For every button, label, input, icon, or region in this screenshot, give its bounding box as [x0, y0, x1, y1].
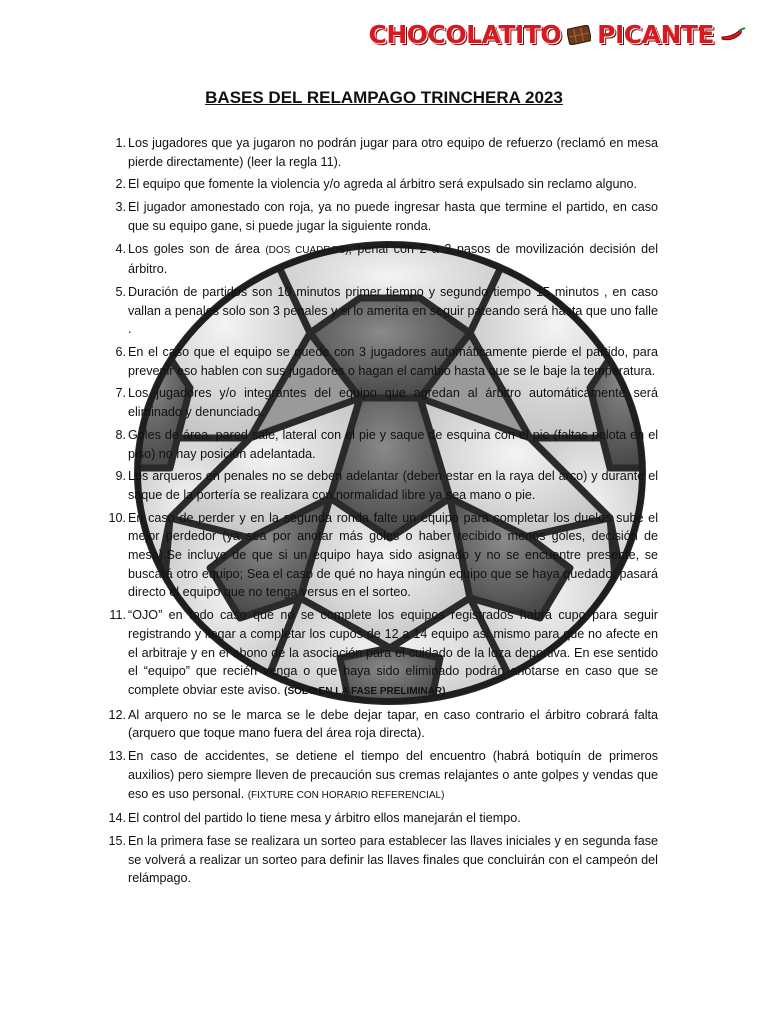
rule-item	[115, 384, 658, 421]
rule-text: Los jugadores que ya jugaron no podrán jugar para otro equipo de refuerzo (reclamó en mesa pierde directamente) (leer la regla 11).	[128, 136, 658, 169]
rule-number: 3.	[115, 200, 126, 215]
rule-text: El jugador amonestado con roja, ya no puede ingresar hasta que termine el partido, en caso que su equipo gane, si puede jugar la siguiente ronda.	[128, 200, 658, 233]
rule-item	[115, 175, 658, 194]
brand-header	[369, 20, 747, 49]
rule-item	[109, 606, 658, 702]
chocolate-bar-icon	[567, 25, 591, 45]
rule-item	[115, 343, 658, 380]
rule-number: 1.	[115, 136, 126, 150]
rule-note: (DOS CUADROS)	[265, 244, 349, 256]
rule-bold-note: (SOLO EN LA FASE PRELIMINAR)	[284, 685, 446, 697]
rule-text: Los jugadores y/o integrantes del equipo que agredan al árbitro automáticamente será eliminado y denunciado.	[128, 386, 658, 420]
rule-number: 14.	[108, 811, 126, 826]
document-title: BASES DEL RELAMPAGO TRINCHERA 2023	[205, 88, 563, 107]
rule-text: Goles de área, pared sale, lateral con el pie y saque de esquina con el pie (faltas pelota en el piso) no hay posición adelantada.	[128, 427, 658, 461]
rule-text	[128, 240, 658, 279]
rule-text: En caso de perder y en la segunda ronda falte un equipo para completar los duelos sube el mejor perdedor (ya sea por anotar más goles o haber recibido menos goles, decisión de mesa).Se incluye de que si un equipo haya sido asignado y no se encuentre presente, se buscará otro equipo; Sea el caso de qué no haya ningún equipo que se haya quedado, pasará directo el equipo que no tenga versus en el sorteo.	[128, 510, 658, 600]
rule-text: En la primera fase se realizara un sorteo para establecer las llaves iniciales y en segunda fase se volverá a realizar un sorteo para definir las llaves finales que concluirán con el campeón del relámpago.	[128, 833, 658, 886]
rule-text-part: Los goles son de área	[128, 241, 266, 256]
rule-number: 8.	[115, 427, 126, 442]
rule-number: 9.	[115, 469, 126, 484]
rule-text: Los arqueros en penales no se deben adelantar (deben estar en la raya del arco) y durante el saque de la portería se realizara con normalidad libre ya sea mano o pie.	[128, 469, 658, 502]
chili-pepper-icon	[720, 27, 746, 43]
rule-number: 4.	[115, 241, 126, 256]
rule-text	[128, 747, 658, 805]
rule-text: Duración de partidos son 10 minutos primer tiempo y segundo tiempo 15 minutos , en caso vallan a penales solo son 3 penales y si lo amerita en seguir pateando será hasta que uno falle .	[128, 284, 658, 337]
rule-item	[115, 134, 658, 171]
rule-number: 15.	[108, 833, 126, 848]
rule-item	[115, 426, 658, 463]
rule-text-part: , penal con 2 a 3 pasos de movilización decisión del árbitro.	[128, 241, 658, 277]
rule-text: En el caso que el equipo se quede con 3 jugadores automáticamente pierde el partido, para prevenir eso hablen con sus jugadores o hagan el cambio hasta que se le baje la temperatura.	[128, 345, 658, 378]
rule-item	[115, 198, 658, 235]
rule-number: 12.	[108, 707, 126, 722]
rule-text-part: En caso de accidentes, se detiene el tiempo del encuentro (habrá botiquín de primeros auxilios) pero siempre lleven de precaución sus cremas relajantes o ante golpes y vendas que eso es uso personal.	[128, 749, 658, 801]
rule-text: El equipo que fomente la violencia y/o agreda al árbitro será expulsado sin reclamo alguno.	[128, 177, 637, 192]
rule-number: 5.	[115, 284, 126, 299]
rule-text: El control del partido lo tiene mesa y árbitro ellos manejarán el tiempo.	[128, 811, 521, 826]
rules-list	[108, 134, 658, 892]
rule-item	[108, 706, 658, 743]
rule-item	[108, 509, 658, 603]
rule-number: 2.	[115, 177, 126, 192]
brand-name-right: PICANTE	[597, 20, 714, 49]
rule-text	[128, 606, 658, 702]
rule-text: Al arquero no se le marca se le debe dejar tapar, en caso contrario el árbitro cobrará falta (arquero que toque mano fuera del área roja directa).	[128, 707, 658, 741]
rule-number: 7.	[115, 386, 126, 401]
rule-item	[115, 467, 658, 504]
rule-number: 10.	[108, 510, 126, 525]
rule-note: (FIXTURE CON HORARIO REFERENCIAL)	[247, 789, 445, 801]
rule-item	[108, 809, 658, 828]
brand-name-left: CHOCOLATITO	[368, 20, 562, 49]
rule-item	[115, 240, 658, 279]
rule-number: 11.	[109, 608, 126, 623]
rule-item	[108, 747, 658, 805]
rule-number: 6.	[115, 345, 126, 360]
rule-item	[115, 283, 658, 339]
rule-text-part: “OJO” en todo caso que no se complete los equipos registrados habrá cupo para seguir registrando y llegar a completar los cupos de 12 a 14 equipo así mismo para que no afecte en el arbitraje y en el abono de la asociación para el cuidado de la loza deportiva. En ese sentido el “equipo” que recién venga o que haya sido eliminado podrán anotarse en caso que se complete obviar este aviso.	[128, 608, 658, 697]
rule-item	[108, 832, 658, 888]
rule-number: 13.	[108, 749, 126, 764]
